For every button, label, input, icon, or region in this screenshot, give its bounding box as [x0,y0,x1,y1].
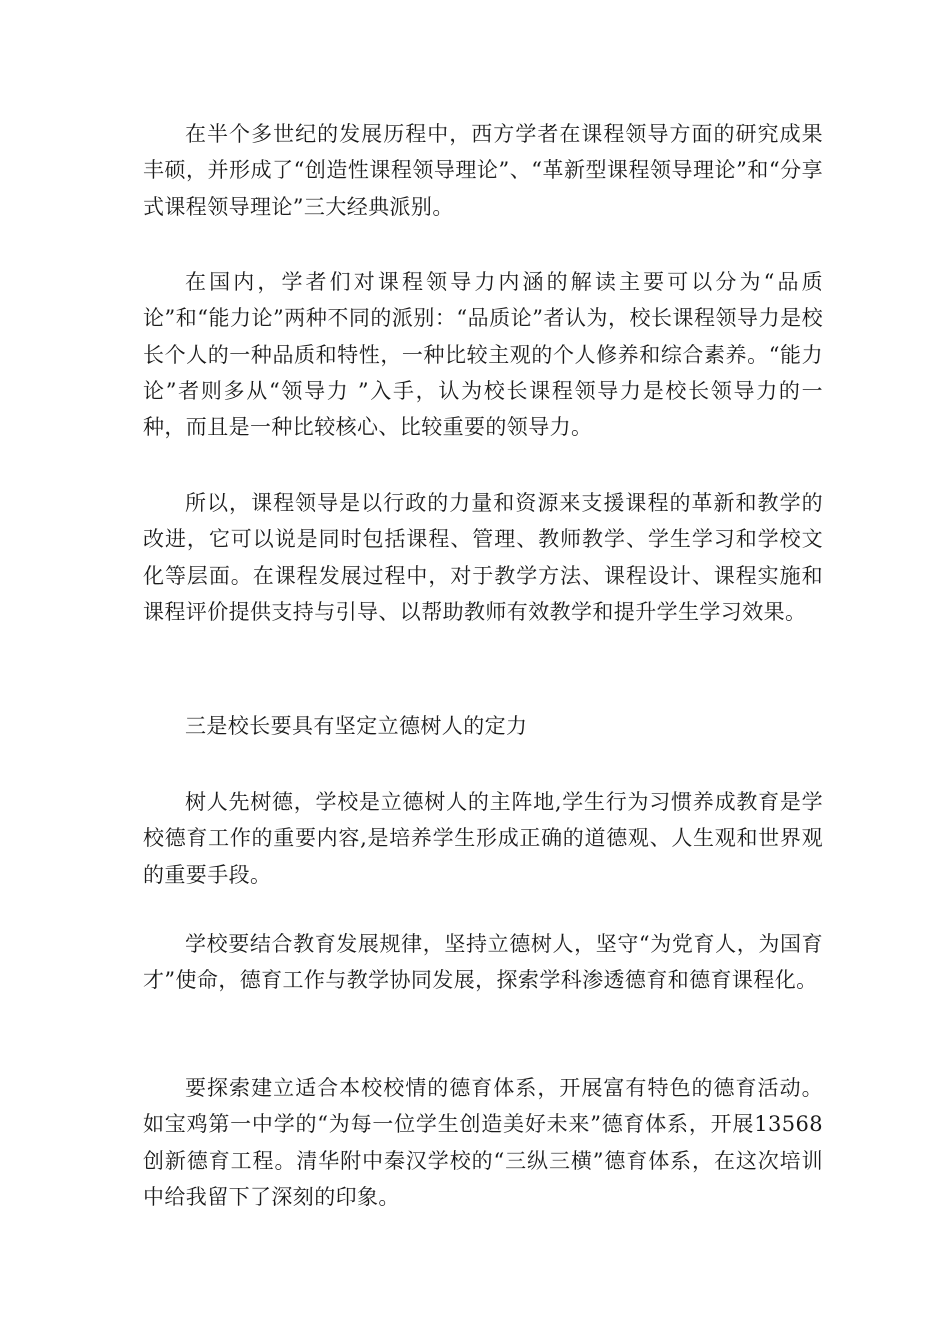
paragraph-moral-education: 树人先树德，学校是立德树人的主阵地,学生行为习惯养成教育是学校德育工作的重要内容,是培养学生形成正确的道德观、人生观和世界观的重要手段。 [143,790,823,887]
paragraph-school-mission: 学校要结合教育发展规律，坚持立德树人，坚守“为党育人，为国育才”使命，德育工作与教学协同发展，探索学科渗透德育和德育课程化。 [143,932,823,993]
paragraph-western-theories: 在半个多世纪的发展历程中，西方学者在课程领导方面的研究成果丰硕，并形成了“创造性课程领导理论”、“革新型课程领导理论”和“分享式课程领导理论”三大经典派别。 [143,122,823,219]
paragraph-curriculum-leadership: 所以，课程领导是以行政的力量和资源来支援课程的革新和教学的改进，它可以说是同时包括课程、管理、教师教学、学生学习和学校文化等层面。在课程发展过程中，对于教学方法、课程设计、课程实施和课程评价提供支持与引导、以帮助教师有效教学和提升学生学习效果。 [143,491,823,624]
section-heading: 三是校长要具有坚定立德树人的定力 [185,714,528,738]
paragraph-moral-system-examples: 要探索建立适合本校校情的德育体系，开展富有特色的德育活动。如宝鸡第一中学的“为每一位学生创造美好未来”德育体系，开展13568创新德育工程。清华附中秦汉学校的“三纵三横”德育体系，在这次培训中给我留下了深刻的印象。 [143,1076,823,1209]
paragraph-domestic-views: 在国内，学者们对课程领导力内涵的解读主要可以分为“品质论”和“能力论”两种不同的派别：“品质论”者认为，校长课程领导力是校长个人的一种品质和特性，一种比较主观的个人修养和综合素养。“能力论”者则多从“领导力 ”入手，认为校长课程领导力是校长领导力的一种，而且是一种比较核心、比较重要的领导力。 [143,270,823,440]
